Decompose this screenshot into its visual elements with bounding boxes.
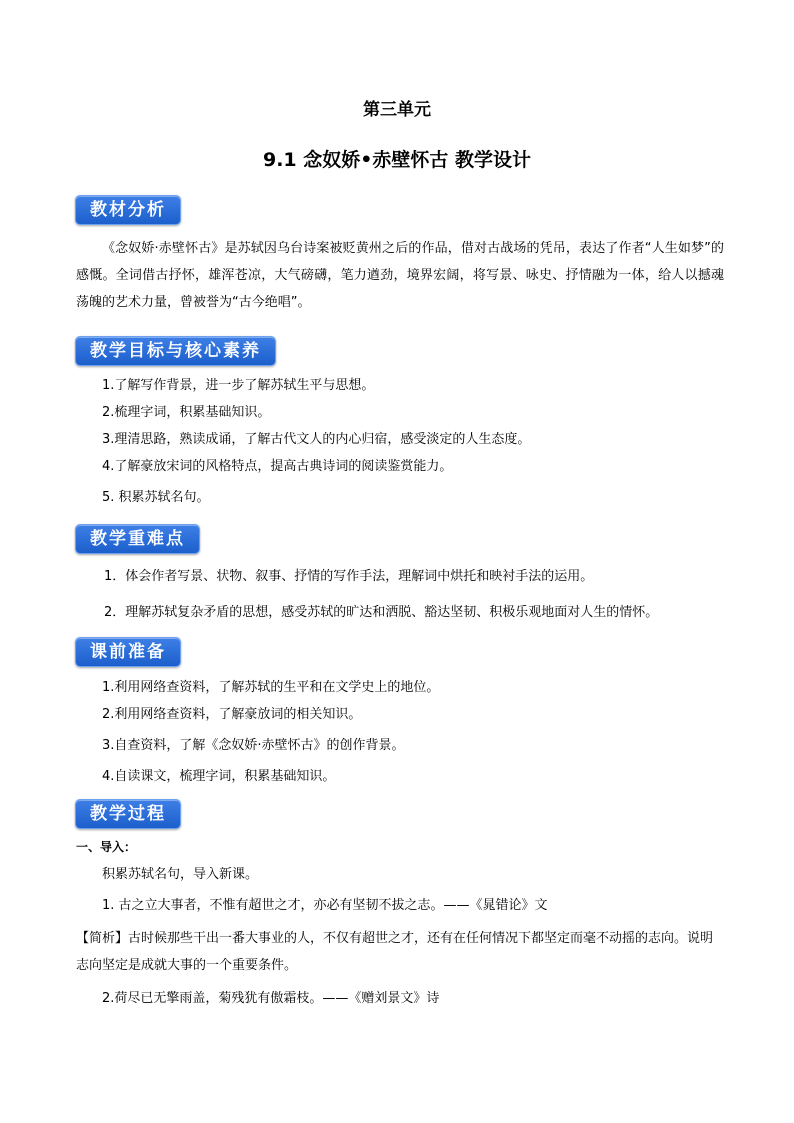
goal-item: 1.了解写作背景，进一步了解苏轼生平与思想。 <box>102 378 375 393</box>
goal-item: 4.了解豪放宋词的风格特点，提高古典诗词的阅读鉴赏能力。 <box>102 459 453 474</box>
section-heading-key-points: 教学重难点 <box>75 524 200 554</box>
note-tag: 【简析】 <box>76 931 129 946</box>
analysis-note <box>76 925 726 979</box>
section-heading-goals: 教学目标与核心素养 <box>75 336 276 366</box>
unit-title: 第三单元 <box>363 100 431 120</box>
section-heading-preparation: 课前准备 <box>75 637 181 667</box>
goal-item: 5. 积累苏轼名句。 <box>102 490 210 505</box>
preparation-item: 4.自读课文，梳理字词，积累基础知识。 <box>102 769 336 784</box>
quote-item: 2.荷尽已无擎雨盖，菊残犹有傲霜枝。——《赠刘景文》诗 <box>102 991 440 1006</box>
step-intro: 积累苏轼名句，导入新课。 <box>102 867 259 882</box>
quote-item: 1. 古之立大事者，不惟有超世之才，亦必有坚韧不拔之志。——《晁错论》文 <box>102 898 548 913</box>
analysis-paragraph: 《念奴娇·赤壁怀古》是苏轼因乌台诗案被贬黄州之后的作品，借对古战场的凭吊，表达了作者“人生如梦”的感慨。全词借古抒怀，雄浑苍凉，大气磅礴，笔力遒劲，境界宏阔，将写景、咏史、抒情融为一体，给人以撼魂荡魄的艺术力量，曾被誉为“古今绝唱”。 <box>76 241 724 310</box>
goal-item: 3.理清思路，熟读成诵，了解古代文人的内心归宿，感受淡定的人生态度。 <box>102 432 531 447</box>
preparation-item: 2.利用网络查资料，了解豪放词的相关知识。 <box>102 707 362 722</box>
key-point-item: 1．体会作者写景、状物、叙事、抒情的写作手法，理解词中烘托和映衬手法的运用。 <box>104 569 594 584</box>
key-point-item: 2．理解苏轼复杂矛盾的思想，感受苏轼的旷达和洒脱、豁达坚韧、积极乐观地面对人生的情怀。 <box>104 605 659 620</box>
preparation-item: 1.利用网络查资料，了解苏轼的生平和在文学史上的地位。 <box>102 680 440 695</box>
step-title: 一、导入： <box>76 840 137 854</box>
note-text: 古时候那些干出一番大事业的人，不仅有超世之才，还有在任何情况下都坚定而毫不动摇的志向。说明志向坚定是成就大事的一个重要条件。 <box>76 931 714 973</box>
section-heading-process: 教学过程 <box>75 799 181 829</box>
document-title: 9.1 念奴娇•赤壁怀古 教学设计 <box>262 149 532 171</box>
goal-item: 2.梳理字词，积累基础知识。 <box>102 405 271 420</box>
section-heading-analysis: 教材分析 <box>75 195 181 225</box>
preparation-item: 3.自查资料，了解《念奴娇·赤壁怀古》的创作背景。 <box>102 738 405 753</box>
